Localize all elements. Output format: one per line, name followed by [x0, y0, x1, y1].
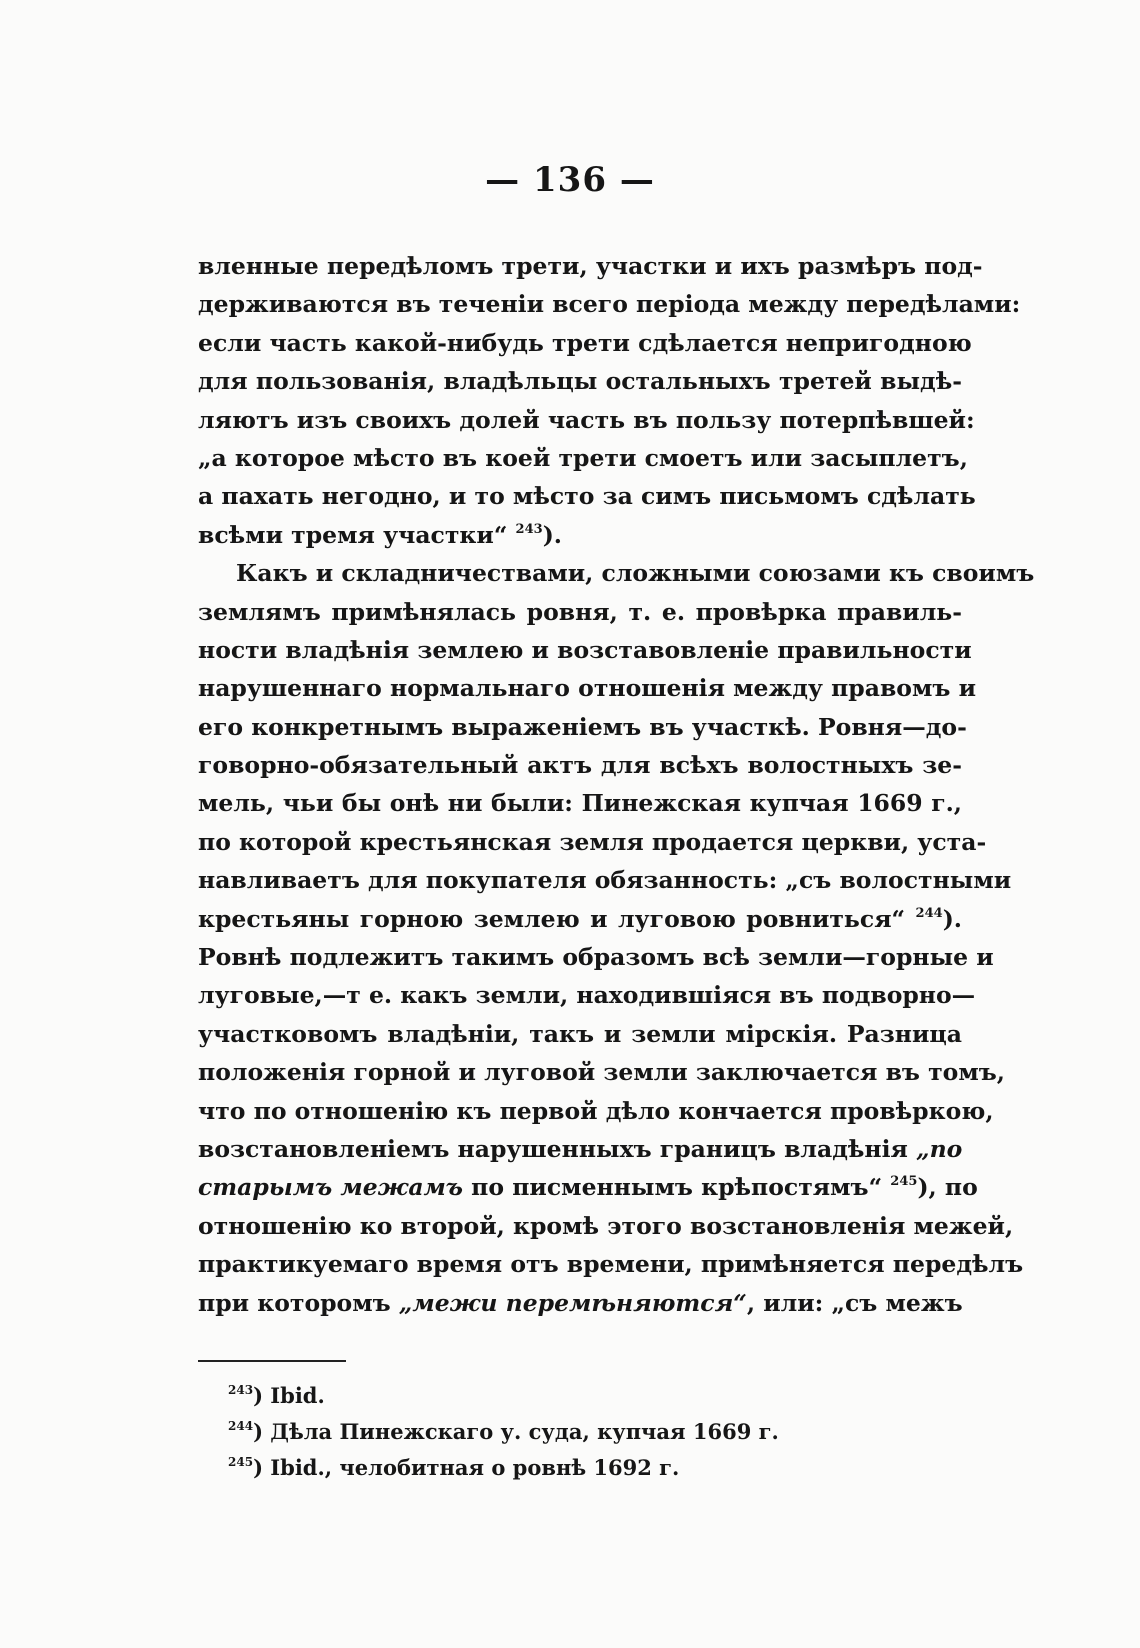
text-fragment: ). — [942, 904, 962, 933]
text-line — [198, 1168, 978, 1206]
text-line: землямъ примѣнялась ровня, т. е. провѣрка правиль- — [198, 597, 962, 626]
text-fragment: по писменнымъ крѣпостямъ“ — [471, 1173, 883, 1202]
text-line: что по отношенію къ первой дѣло кончается провѣркою, — [198, 1096, 994, 1125]
text-line — [198, 1284, 962, 1322]
text-line: для пользованія, владѣльцы остальныхъ третей выдѣ- — [198, 367, 962, 396]
text-line: по которой крестьянская земля продается церкви, уста- — [198, 827, 987, 856]
text-line: Какъ и складничествами, сложными союзами къ своимъ — [236, 559, 1035, 588]
text-fragment: , или: „съ межъ — [746, 1288, 963, 1317]
text-fragment: ), по — [917, 1173, 978, 1202]
italic-quote: старымъ межамъ — [198, 1173, 463, 1202]
footnote-ref: 243 — [515, 521, 543, 537]
footnote-ref: 244 — [915, 905, 943, 921]
footnote-text: ) Дѣла Пинежскаго у. суда, купчая 1669 г. — [253, 1419, 779, 1444]
footnote — [228, 1378, 948, 1414]
text-fragment: ). — [542, 520, 562, 549]
text-line: положенія горной и луговой земли заключается въ томъ, — [198, 1058, 1005, 1087]
text-fragment: возстановленіемъ нарушенныхъ границъ владѣнія — [198, 1134, 908, 1163]
text-line: нарушеннаго нормальнаго отношенія между правомъ и — [198, 674, 977, 703]
text-line: ляютъ изъ своихъ долей часть въ пользу потерпѣвшей: — [198, 405, 975, 434]
footnote-number: 245 — [228, 1455, 254, 1469]
text-line — [198, 900, 962, 938]
text-line: а пахать негодно, и то мѣсто за симъ письмомъ сдѣлать — [198, 482, 976, 511]
page-number: — 136 — — [485, 160, 655, 200]
footnote — [228, 1414, 948, 1450]
footnote-number: 244 — [228, 1419, 254, 1433]
text-line: участковомъ владѣніи, такъ и земли мірскія. Разница — [198, 1019, 962, 1048]
text-line: отношенію ко второй, кромѣ этого возстановленія межей, — [198, 1211, 1014, 1240]
text-fragment: всѣми тремя участки“ — [198, 520, 508, 549]
footnote-ref: 245 — [890, 1174, 918, 1190]
text-fragment: крестьяны горною землею и луговою ровниться“ — [198, 904, 906, 933]
text-line: держиваются въ теченіи всего періода между передѣлами: — [198, 290, 1021, 319]
text-line: „а которое мѣсто въ коей трети смоетъ или засыплетъ, — [198, 443, 968, 472]
text-line — [198, 1130, 962, 1168]
footnote-text: ) Ibid., челобитная о ровнѣ 1692 г. — [253, 1455, 680, 1480]
text-line: его конкретнымъ выраженіемъ въ участкѣ. Ровня—до- — [198, 712, 967, 741]
text-line: Ровнѣ подлежитъ такимъ образомъ всѣ земли—горные и — [198, 943, 994, 972]
footnote — [228, 1450, 948, 1486]
italic-quote: „по — [916, 1134, 963, 1163]
footnotes — [228, 1378, 948, 1486]
text-line: вленные передѣломъ трети, участки и ихъ размѣръ под- — [198, 252, 983, 280]
text-line: луговые,—т е. какъ земли, находившіяся въ подворно— — [198, 981, 976, 1010]
footnote-number: 243 — [228, 1383, 254, 1397]
text-line: практикуемаго время отъ времени, примѣняется передѣлъ — [198, 1250, 1024, 1279]
italic-quote: „межи перемѣняются“ — [398, 1288, 747, 1317]
text-line — [198, 516, 962, 554]
text-line: если часть какой-нибудь трети сдѣлается непригодною — [198, 328, 972, 357]
text-line: мель, чьи бы онѣ ни были: Пинежская купчая 1669 г., — [198, 789, 962, 818]
footnote-text: ) Ibid. — [253, 1383, 325, 1408]
text-fragment: при которомъ — [198, 1288, 391, 1317]
footnote-divider — [198, 1360, 346, 1362]
main-text — [198, 247, 1035, 1322]
text-line: говорно-обязательный актъ для всѣхъ волостныхъ зе- — [198, 751, 962, 780]
text-line: навливаетъ для покупателя обязанность: „съ волостными — [198, 866, 1012, 895]
text-line: ности владѣнія землею и возставовленіе правильности — [198, 635, 972, 664]
